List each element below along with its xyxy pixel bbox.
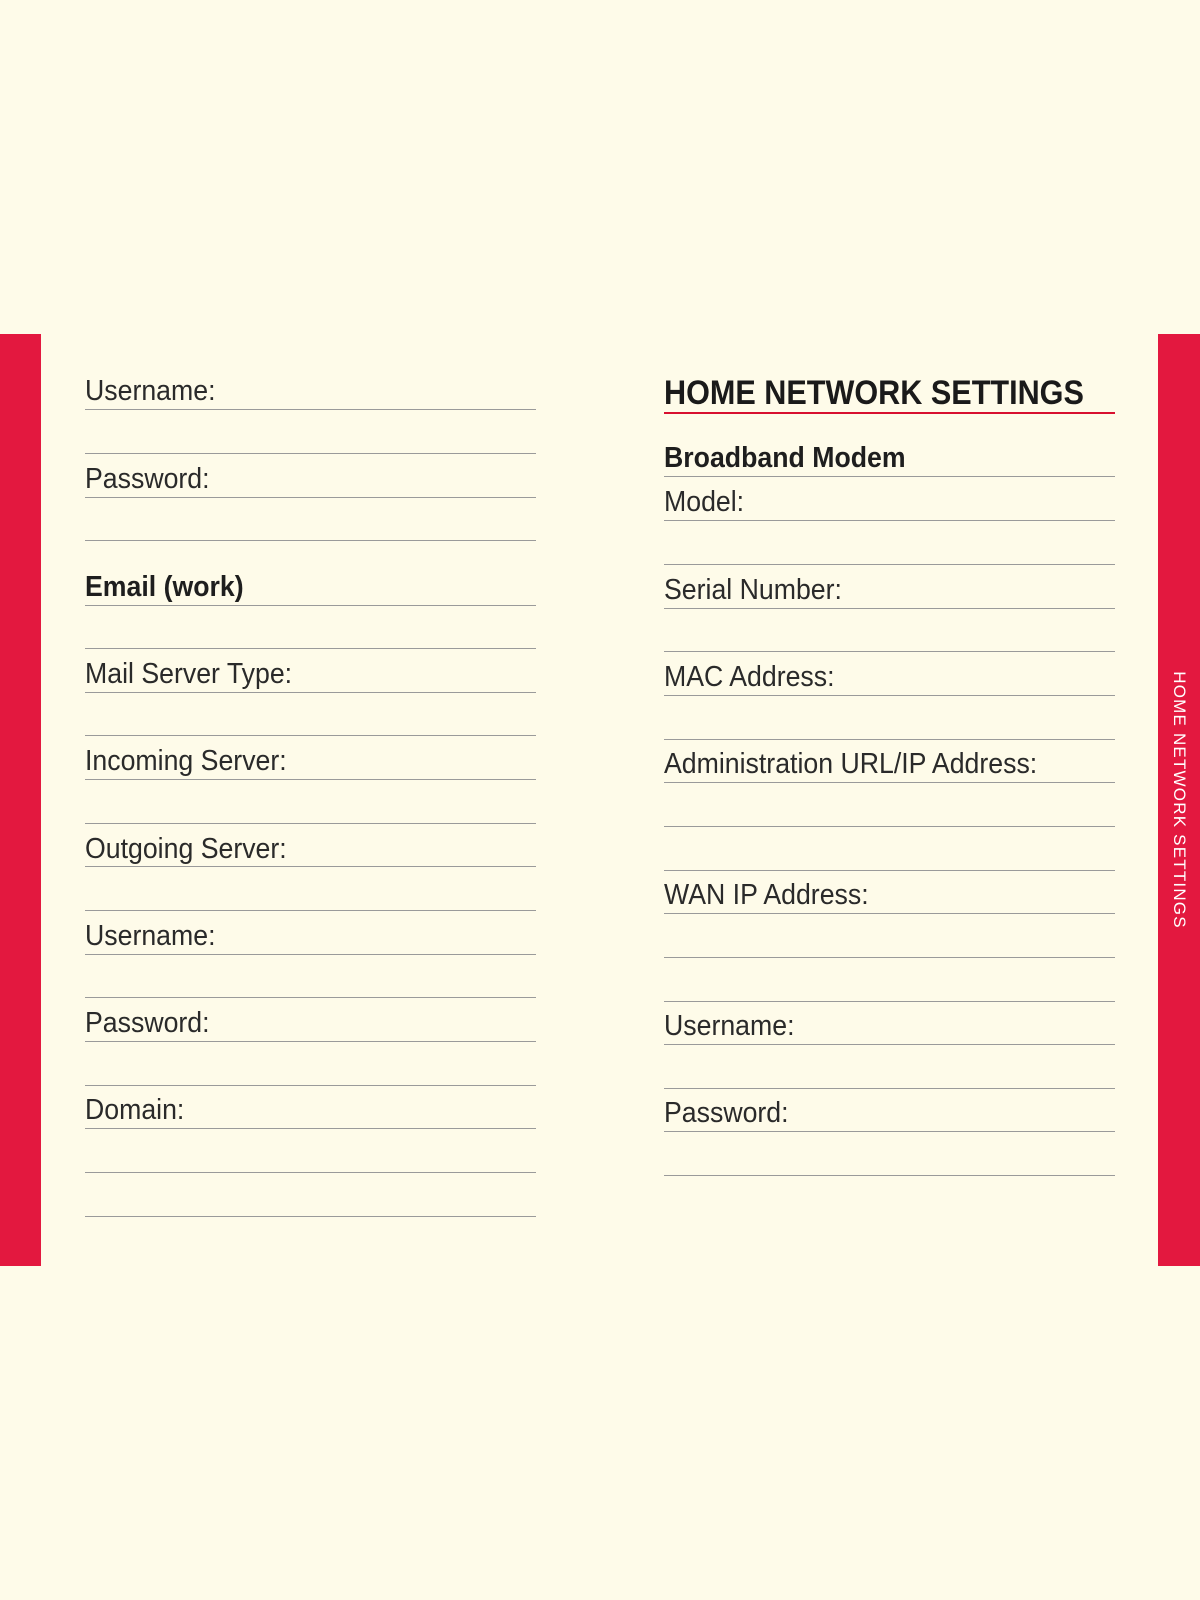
write-line[interactable] (85, 605, 536, 606)
write-line[interactable] (664, 695, 1115, 696)
write-line[interactable] (664, 651, 1115, 652)
field-label-mail-server-type: Mail Server Type: (85, 658, 293, 690)
write-line[interactable] (85, 409, 536, 410)
write-line[interactable] (85, 692, 536, 693)
write-line[interactable] (664, 870, 1115, 871)
write-line[interactable] (85, 453, 536, 454)
write-line[interactable] (85, 866, 536, 867)
field-label-password-work: Password: (85, 1007, 210, 1039)
title-underline (664, 412, 1115, 414)
write-line[interactable] (664, 1001, 1115, 1002)
write-line[interactable] (85, 954, 536, 955)
write-line[interactable] (85, 910, 536, 911)
write-line[interactable] (664, 564, 1115, 565)
field-label-serial-number: Serial Number: (664, 574, 842, 606)
write-line[interactable] (85, 1172, 536, 1173)
field-label-wan-ip-address: WAN IP Address: (664, 879, 869, 911)
field-label-password-modem: Password: (664, 1097, 789, 1129)
left-page (85, 0, 536, 1600)
write-line[interactable] (85, 1085, 536, 1086)
write-line[interactable] (85, 1041, 536, 1042)
write-line[interactable] (664, 520, 1115, 521)
section-heading-broadband-modem: Broadband Modem (664, 442, 906, 474)
page-title: HOME NETWORK SETTINGS (664, 374, 1084, 412)
write-line[interactable] (85, 735, 536, 736)
write-line[interactable] (664, 476, 1115, 477)
write-line[interactable] (85, 823, 536, 824)
write-line[interactable] (664, 1088, 1115, 1089)
write-line[interactable] (85, 1128, 536, 1129)
field-label-password: Password: (85, 463, 210, 495)
write-line[interactable] (664, 826, 1115, 827)
write-line[interactable] (85, 497, 536, 498)
field-label-mac-address: MAC Address: (664, 661, 835, 693)
field-label-username-work: Username: (85, 920, 216, 952)
field-label-incoming-server: Incoming Server: (85, 745, 287, 777)
write-line[interactable] (85, 779, 536, 780)
write-line[interactable] (664, 782, 1115, 783)
left-edge-bar (0, 334, 41, 1266)
right-side-tab (1158, 334, 1200, 1266)
section-heading-email-work: Email (work) (85, 571, 244, 603)
write-line[interactable] (664, 1131, 1115, 1132)
field-label-username: Username: (85, 375, 216, 407)
write-line[interactable] (664, 957, 1115, 958)
field-label-username-modem: Username: (664, 1010, 795, 1042)
write-line[interactable] (85, 1216, 536, 1217)
side-tab-label: HOME NETWORK SETTINGS (1170, 671, 1189, 929)
write-line[interactable] (664, 608, 1115, 609)
field-label-model: Model: (664, 486, 745, 518)
write-line[interactable] (664, 1044, 1115, 1045)
field-label-outgoing-server: Outgoing Server: (85, 833, 287, 865)
field-label-domain: Domain: (85, 1094, 185, 1126)
write-line[interactable] (664, 739, 1115, 740)
write-line[interactable] (664, 913, 1115, 914)
right-page (664, 0, 1115, 1600)
field-label-admin-url: Administration URL/IP Address: (664, 748, 1038, 780)
write-line[interactable] (664, 1175, 1115, 1176)
write-line[interactable] (85, 648, 536, 649)
write-line[interactable] (85, 540, 536, 541)
write-line[interactable] (85, 997, 536, 998)
